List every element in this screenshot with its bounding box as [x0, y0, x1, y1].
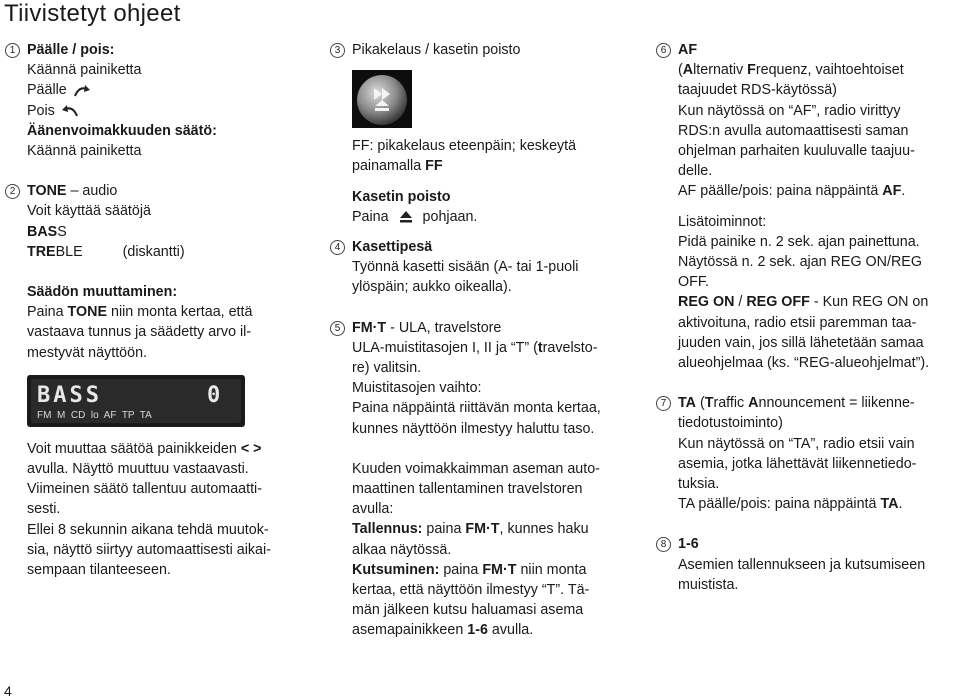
call-line-1: Kutsuminen: paina FM·T niin monta: [352, 561, 587, 578]
ff-eject-button-icon: [352, 70, 412, 128]
tone-para-5: Ellei 8 sekunnin aikana tehdä muutok-: [27, 521, 269, 538]
af-line-1: (Alternativ Frequenz, vaihtoehtoiset: [678, 62, 904, 79]
section-1-title: Päälle / pois:: [27, 42, 115, 58]
eject-line: Paina pohjaan.: [352, 208, 478, 225]
call-line-4: asemapainikkeen 1-6 avulla.: [352, 622, 534, 639]
extra-line-6: aktivoituna, radio etsii paremman taa-: [678, 314, 917, 331]
fmt-line-3: re) valitsin.: [352, 360, 422, 377]
section-3: [334, 40, 637, 227]
column-1: [9, 40, 327, 580]
extra-line-7: juuden vain, jos sillä lähetetään samaa: [678, 334, 924, 351]
power-on-line: [27, 80, 327, 100]
power-off-label: Pois: [27, 102, 55, 119]
call-line-2: kertaa, että näyttöön ilmestyy “T”. Tä-: [352, 582, 590, 599]
ta-title: TA (Traffic Announcement = liikenne-: [678, 395, 915, 412]
save-line-1: Tallennus: paina FM·T, kunnes haku: [352, 521, 589, 538]
af-line-6: delle.: [678, 163, 713, 180]
section-3-title: Pikakelaus / kasetin poisto: [352, 42, 521, 58]
section-2: [9, 181, 327, 580]
section-4-line-1: Työnnä kasetti sisään (A- tai 1-puoli: [352, 259, 579, 276]
af-line-2: taajuudet RDS-käytössä): [678, 82, 837, 99]
section-4-title: Kasettipesä: [352, 239, 433, 256]
adjust-line-2: vastaava tunnus ja säädetty arvo il-: [27, 324, 252, 341]
tone-line: TONE – audio: [27, 183, 118, 200]
lcd-main-text: BASS: [37, 382, 102, 408]
af-line-4: RDS:n avulla automaattisesti saman: [678, 122, 909, 139]
travelstore-line-1: Kuuden voimakkaimman aseman auto-: [352, 460, 600, 477]
step-number-8: 8: [656, 537, 671, 552]
fmt-title: FM·T - ULA, travelstore: [352, 319, 502, 336]
arrow-buttons-label: < >: [240, 440, 262, 457]
counterclockwise-arrow-icon: [59, 104, 81, 118]
af-line-3: Kun näytössä on “AF”, radio virittyy: [678, 102, 901, 119]
adjust-line-3: mestyvät näyttöön.: [27, 344, 147, 361]
extra-line-3: Näytössä n. 2 sek. ajan REG ON/REG: [678, 254, 922, 271]
lcd-indicators: FM M CD lo AF TP TA: [37, 409, 152, 421]
ff-line-1: FF: pikakelaus eteenpäin; keskeytä: [352, 138, 577, 155]
af-line-5: ohjelman parhaiten kuuluvalle taajuu-: [678, 143, 915, 160]
save-line-2: alkaa näytössä.: [352, 541, 452, 558]
treble-line: TREBLE (diskantti): [27, 243, 185, 260]
presets-title: 1-6: [678, 536, 699, 553]
tone-para-3: Viimeinen säätö tallentuu automaatti-: [27, 481, 262, 498]
section-1-line: Käännä painiketta: [27, 62, 142, 79]
presets-line-2: muistista.: [678, 576, 739, 593]
section-8: [660, 534, 958, 595]
bass-line: BASS: [27, 223, 67, 240]
af-line-7: AF päälle/pois: paina näppäintä AF.: [678, 183, 906, 200]
extra-line-5: REG ON / REG OFF - Kun REG ON on: [678, 294, 929, 311]
lcd-display: [27, 375, 245, 427]
step-number-3: 3: [330, 43, 345, 58]
step-number-4: 4: [330, 240, 345, 255]
step-number-7: 7: [656, 396, 671, 411]
page-title: Tiivistetyt ohjeet: [4, 0, 181, 27]
power-on-label: Päälle: [27, 82, 67, 99]
volume-title: Äänenvoimakkuuden säätö:: [27, 122, 217, 139]
adjust-line-1: Paina TONE niin monta kertaa, että: [27, 304, 253, 321]
extra-line-4: OFF.: [678, 274, 709, 291]
call-line-3: män jälkeen kutsu haluamasi asema: [352, 602, 584, 619]
ff-line-2: painamalla FF: [352, 158, 443, 175]
fmt-line-6: kunnes näyttöön ilmestyy haluttu taso.: [352, 420, 595, 437]
eject-icon: [399, 210, 413, 223]
section-7: [660, 393, 958, 514]
lcd-value-text: 0: [207, 382, 221, 408]
extra-line-8: alueohjelmaa (ks. “REG-alueohjelmat”).: [678, 355, 930, 372]
section-1: [9, 40, 327, 161]
ta-line-6: TA päälle/pois: paina näppäintä TA.: [678, 496, 903, 513]
af-title: AF: [678, 42, 698, 58]
page-number: 4: [4, 683, 12, 699]
tone-para-1: Voit muuttaa säätöä painikkeiden < >: [27, 440, 262, 457]
extra-line-2: Pidä painike n. 2 sek. ajan painettuna.: [678, 233, 920, 250]
step-number-1: 1: [5, 43, 20, 58]
section-6: [660, 40, 958, 373]
ta-line-3: Kun näytössä on “TA”, radio etsii vain: [678, 435, 915, 452]
ta-line-5: tuksia.: [678, 476, 720, 493]
column-2: [334, 40, 637, 641]
section-5: [334, 318, 637, 641]
ta-line-2: tiedotustoiminto): [678, 415, 783, 432]
fmt-line-2: ULA-muistitasojen I, II ja “T” (travelsto-: [352, 339, 598, 356]
eject-title: Kasetin poisto: [352, 188, 451, 205]
extra-line-1: Lisätoiminnot:: [678, 213, 767, 230]
section-4: [334, 237, 637, 298]
travelstore-line-3: avulla:: [352, 501, 394, 518]
ta-line-4: asemia, jotka lähettävät liikennetiedo-: [678, 455, 917, 472]
power-off-line: [27, 101, 327, 121]
volume-line: Käännä painiketta: [27, 143, 142, 160]
presets-line-1: Asemien tallennukseen ja kutsumiseen: [678, 556, 926, 573]
tone-desc: Voit käyttää säätöjä: [27, 203, 151, 220]
step-number-2: 2: [5, 184, 20, 199]
step-number-6: 6: [656, 43, 671, 58]
tone-para-2: avulla. Näyttö muuttuu vastaavasti.: [27, 461, 249, 478]
tone-para-4: sesti.: [27, 501, 61, 518]
section-4-line-2: ylöspäin; aukko oikealla).: [352, 279, 512, 296]
clockwise-arrow-icon: [71, 84, 93, 98]
tone-para-6: sia, näyttö siirtyy automaattisesti aikai-: [27, 541, 271, 558]
fmt-line-5: Paina näppäintä riittävän monta kertaa,: [352, 400, 601, 417]
column-3: [660, 40, 958, 595]
step-number-5: 5: [330, 321, 345, 336]
fmt-line-4: Muistitasojen vaihto:: [352, 380, 482, 397]
adjust-title: Säädön muuttaminen:: [27, 284, 178, 301]
travelstore-line-2: maattinen tallentaminen travelstoren: [352, 481, 583, 498]
tone-para-7: sempaan tilanteeseen.: [27, 562, 171, 579]
